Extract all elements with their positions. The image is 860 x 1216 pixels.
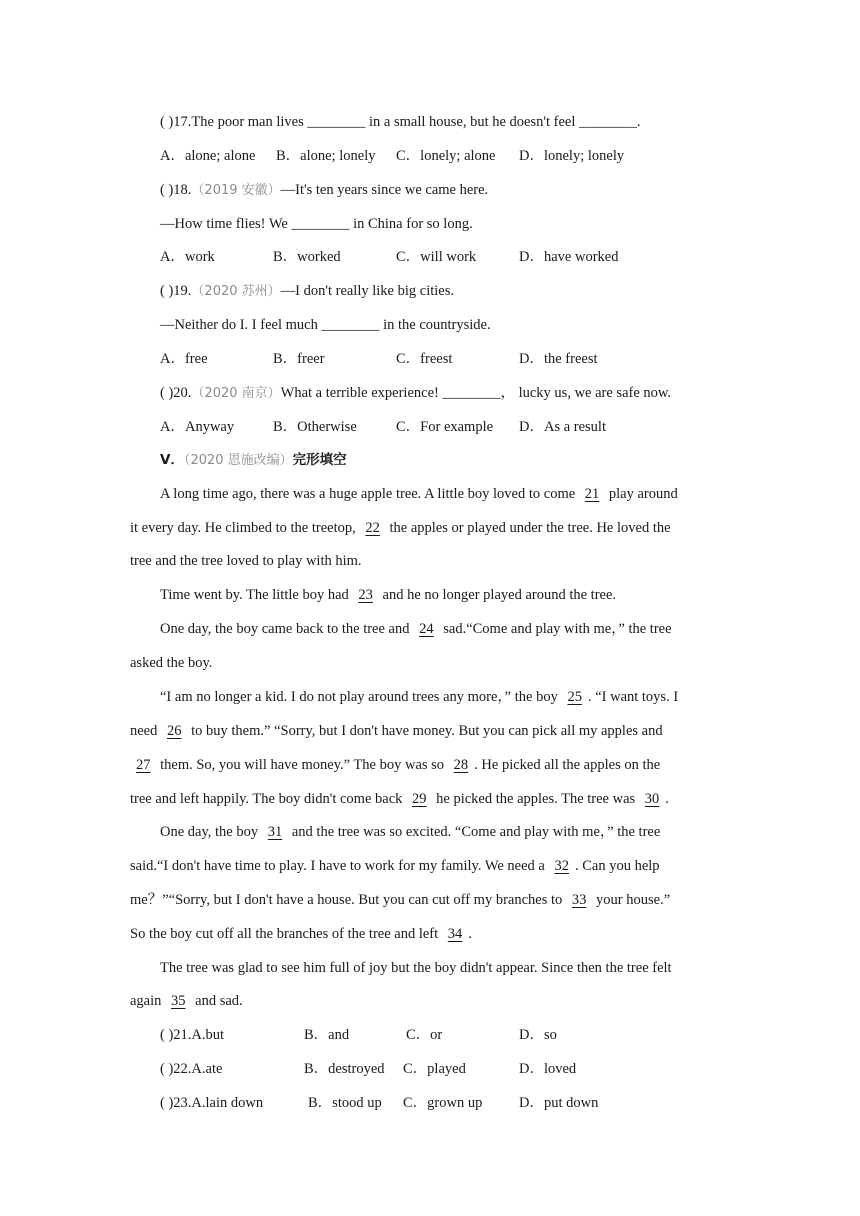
option-d: D．the freest <box>519 351 598 367</box>
option-c: C．grown up <box>403 1095 483 1111</box>
option-a: A．free <box>160 351 208 367</box>
option-c: C．freest <box>396 351 453 367</box>
option-d: D．put down <box>519 1095 599 1111</box>
option-c: C．lonely; alone <box>396 148 496 164</box>
passage-line: tree and the tree loved to play with him. <box>130 553 362 569</box>
blank-28: 28 <box>453 757 469 773</box>
cloze-stem: ( )22.A.ate <box>160 1061 223 1077</box>
option-d: D．As a result <box>519 419 606 435</box>
blank-27: 27 <box>136 757 151 773</box>
option-c: C．For example <box>396 419 494 435</box>
blank-26: 26 <box>167 723 182 739</box>
passage-line: said.“I don't have time to play. I have to work for my family. We need a 32 . Can you help <box>130 858 660 874</box>
blank-35: 35 <box>171 993 186 1009</box>
option-d: D．lonely; lonely <box>519 148 625 164</box>
option-b: B．freer <box>273 351 325 367</box>
cloze-stem: ( )21.A.but <box>160 1027 225 1043</box>
question-17-stem: ( )17.The poor man lives ________ in a small house, but he doesn't feel ________. <box>160 114 641 130</box>
passage-line: A long time ago, there was a huge apple tree. A little boy loved to come 21 play around <box>160 486 678 502</box>
question-20-stem: ( )20.（2020 南京）What a terrible experience! ________， lucky us, we are safe now. <box>160 385 672 401</box>
blank-31: 31 <box>267 824 283 840</box>
option-b: B．Otherwise <box>273 419 357 435</box>
blank-29: 29 <box>412 791 427 807</box>
option-b: B．destroyed <box>304 1061 385 1077</box>
cloze-stem: ( )23.A.lain down <box>160 1095 264 1111</box>
question-18-stem-line2: —How time flies! We ________ in China for so long. <box>160 216 473 232</box>
passage-line: One day, the boy 31 and the tree was so excited. “Come and play with me，” the tree <box>160 824 661 840</box>
passage-line: it every day. He climbed to the treetop, 22 the apples or played under the tree. He loved the <box>130 520 671 536</box>
section-header <box>160 450 347 470</box>
question-source: （2019 安徽） <box>191 183 281 198</box>
option-a: A．alone; alone <box>160 148 256 164</box>
blank-34: 34 <box>447 926 463 942</box>
option-c: C．or <box>406 1027 443 1043</box>
blank-22: 22 <box>365 520 380 536</box>
option-d: D．loved <box>519 1061 577 1077</box>
question-19-stem-line2: —Neither do I. I feel much ________ in the countryside. <box>160 317 491 333</box>
passage-line: me？”“Sorry, but I don't have a house. But you can cut off my branches to 33 your house.” <box>130 892 671 908</box>
passage-line: again 35 and sad. <box>130 993 243 1009</box>
passage-line: 27 them. So, you will have money.” The boy was so 28 . He picked all the apples on the <box>130 755 660 775</box>
blank-33: 33 <box>571 892 587 908</box>
passage-line: “I am no longer a kid. I do not play around trees any more，” the boy 25 . “I want toys. I <box>160 689 679 705</box>
option-b: B．worked <box>273 249 341 265</box>
passage-line: asked the boy. <box>130 655 213 671</box>
section-number: Ⅴ． <box>160 452 184 468</box>
section-source: （2020 恩施改编） <box>183 453 293 468</box>
blank-21: 21 <box>584 486 600 502</box>
question-source: （2020 南京） <box>191 386 281 401</box>
option-a: A．work <box>160 249 215 265</box>
blank-32: 32 <box>554 858 569 874</box>
option-a: A．Anyway <box>160 419 235 435</box>
option-b: B．alone; lonely <box>276 148 376 164</box>
question-source: （2020 苏州） <box>191 284 281 299</box>
passage-line: tree and left happily. The boy didn't come back 29 he picked the apples. The tree was 30 . <box>130 791 669 807</box>
passage-line: The tree was glad to see him full of joy but the boy didn't appear. Since then the tree felt <box>160 960 672 976</box>
blank-23: 23 <box>358 587 373 603</box>
passage-line: One day, the boy came back to the tree and 24 sad.“Come and play with me，” the tree <box>160 621 672 637</box>
option-b: B．stood up <box>308 1095 382 1111</box>
passage-line: need 26 to buy them.” “Sorry, but I don't have money. But you can pick all my apples and <box>130 723 663 739</box>
option-c: C．will work <box>396 249 477 265</box>
option-c: C．played <box>403 1061 466 1077</box>
option-b: B．and <box>304 1027 350 1043</box>
passage-line: So the boy cut off all the branches of the tree and left 34 . <box>130 926 472 942</box>
option-d: D．so <box>519 1027 557 1043</box>
section-title: 完形填空 <box>292 452 347 468</box>
option-d: D．have worked <box>519 249 619 265</box>
passage-line: Time went by. The little boy had 23 and he no longer played around the tree. <box>160 587 617 603</box>
blank-24: 24 <box>419 621 434 637</box>
blank-25: 25 <box>567 689 582 705</box>
question-19-stem: ( )19.（2020 苏州）—I don't really like big cities. <box>160 283 454 299</box>
question-18-stem: ( )18.（2019 安徽）—It's ten years since we came here. <box>160 182 489 198</box>
blank-30: 30 <box>644 791 660 807</box>
